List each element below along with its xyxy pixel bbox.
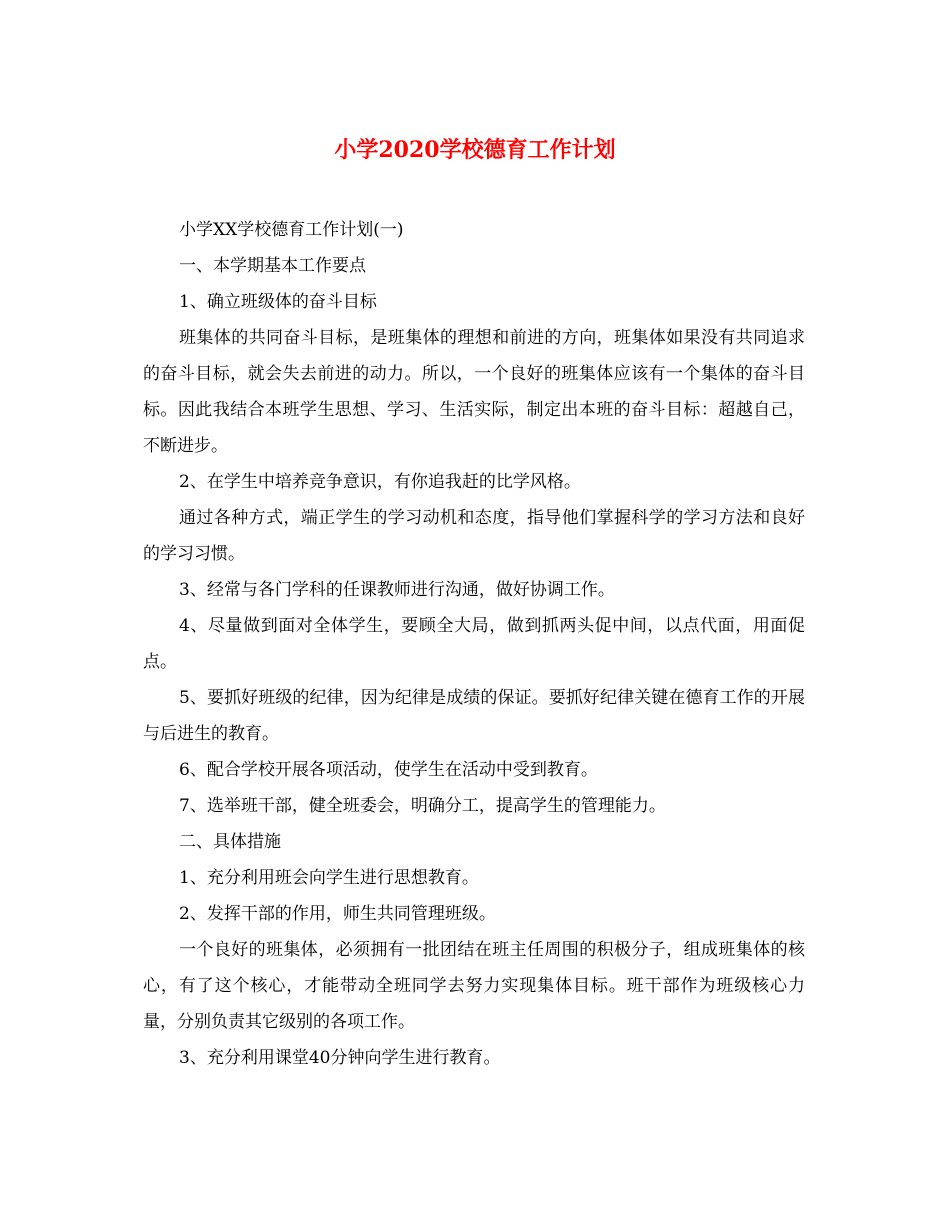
paragraph-13: 1、充分利用班会向学生进行思想教育。	[179, 868, 479, 888]
paragraph-6: 通过各种方式，端正学生的学习动机和态度，指导他们掌握科学的学习方法和良好的学习习惯。	[143, 508, 805, 564]
paragraph-10: 6、配合学校开展各项活动，使学生在活动中受到教育。	[179, 760, 598, 780]
paragraph-16: 3、充分利用课堂40分钟向学生进行教育。	[179, 1048, 501, 1068]
paragraph-14: 2、发挥干部的作用，师生共同管理班级。	[179, 904, 496, 924]
paragraph-4: 班集体的共同奋斗目标，是班集体的理想和前进的方向，班集体如果没有共同追求的奋斗目标，就会失去前进的动力。所以，一个良好的班集体应该有一个集体的奋斗目标。因此我结合本班学生思想、学习、生活实际，制定出本班的奋斗目标：超越自己，不断进步。	[143, 328, 805, 456]
paragraph-8: 4、尽量做到面对全体学生，要顾全大局，做到抓两头促中间，以点代面，用面促点。	[143, 616, 805, 672]
paragraph-2: 一、本学期基本工作要点	[179, 256, 366, 276]
paragraph-3: 1、确立班级体的奋斗目标	[179, 292, 377, 312]
document-body	[143, 212, 805, 1076]
paragraph-5: 2、在学生中培养竞争意识，有你追我赶的比学风格。	[179, 472, 581, 492]
paragraph-7: 3、经常与各门学科的任课教师进行沟通，做好协调工作。	[179, 580, 615, 600]
document-title: 小学2020学校德育工作计划	[334, 137, 616, 163]
paragraph-1: 小学XX学校德育工作计划(一)	[179, 220, 404, 240]
paragraph-11: 7、选举班干部，健全班委会，明确分工，提高学生的管理能力。	[179, 796, 666, 816]
paragraph-12: 二、具体措施	[179, 832, 281, 852]
paragraph-9: 5、要抓好班级的纪律，因为纪律是成绩的保证。要抓好纪律关键在德育工作的开展与后进生的教育。	[143, 688, 805, 744]
paragraph-15: 一个良好的班集体，必须拥有一批团结在班主任周围的积极分子，组成班集体的核心，有了这个核心，才能带动全班同学去努力实现集体目标。班干部作为班级核心力量，分别负责其它级别的各项工作。	[143, 940, 805, 1032]
